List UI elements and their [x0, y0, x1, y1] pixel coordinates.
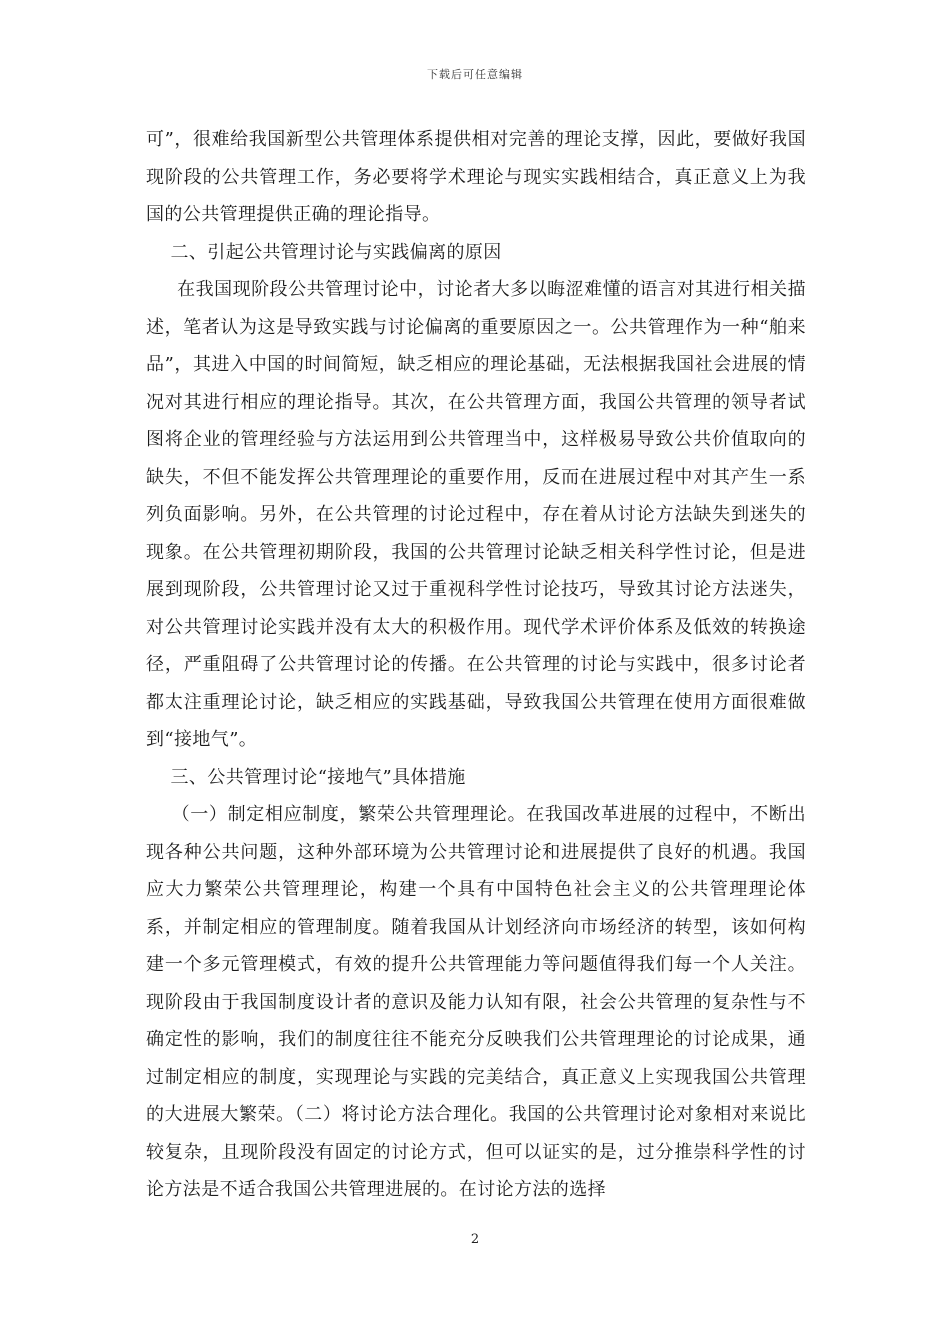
paragraph-reasons: 在我国现阶段公共管理讨论中，讨论者大多以晦涩难懂的语言对其进行相关描述，笔者认为这是导致实践与讨论偏离的重要原因之一。公共管理作为一种“舶来品”，其进入中国的时间简短，缺乏相应的理论基础，无法根据我国社会进展的情况对其进行相应的理论指导。其次，在公共管理方面，我国公共管理的领导者试图将企业的管理经验与方法运用到公共管理当中，这样极易导致公共价值取向的缺失，不但不能发挥公共管理理论的重要作用，反而在进展过程中对其产生一系列负面影响。另外，在公共管理的讨论过程中，存在着从讨论方法缺失到迷失的现象。在公共管理初期阶段，我国的公共管理讨论缺乏相关科学性讨论，但是进展到现阶段，公共管理讨论又过于重视科学性讨论技巧，导致其讨论方法迷失，对公共管理讨论实践并没有太大的积极作用。现代学术评价体系及低效的转换途径，严重阻碍了公共管理讨论的传播。在公共管理的讨论与实践中，很多讨论者都太注重理论讨论，缺乏相应的实践基础，导致我国公共管理在使用方面很难做到“接地气”。 [146, 279, 806, 750]
page-header: 下载后可任意编辑 [427, 68, 523, 81]
section-heading-3: 三、公共管理讨论“接地气”具体措施 [146, 766, 466, 788]
document-body [146, 121, 806, 1209]
paragraph-measures: （一）制定相应制度，繁荣公共管理理论。在我国改革进展的过程中，不断出现各种公共问题，这种外部环境为公共管理讨论和进展提供了良好的机遇。我国应大力繁荣公共管理理论，构建一个具有中国特色社会主义的公共管理理论体系，并制定相应的管理制度。随着我国从计划经济向市场经济的转型，该如何构建一个多元管理模式，有效的提升公共管理能力等问题值得我们每一个人关注。现阶段由于我国制度设计者的意识及能力认知有限，社会公共管理的复杂性与不确定性的影响，我们的制度往往不能充分反映我们公共管理理论的讨论成果，通过制定相应的制度，实现理论与实践的完美结合，真正意义上实现我国公共管理的大进展大繁荣。（二）将讨论方法合理化。我国的公共管理讨论对象相对来说比较复杂，且现阶段没有固定的讨论方式，但可以证实的是，过分推崇科学性的讨论方法是不适合我国公共管理进展的。在讨论方法的选择 [146, 804, 806, 1200]
page-number: 2 [470, 1232, 480, 1247]
section-heading-2: 二、引起公共管理讨论与实践偏离的原因 [146, 241, 502, 263]
paragraph-continuation: 可”，很难给我国新型公共管理体系提供相对完善的理论支撑，因此，要做好我国现阶段的公共管理工作，务必要将学术理论与现实实践相结合，真正意义上为我国的公共管理提供正确的理论指导。 [146, 129, 806, 225]
